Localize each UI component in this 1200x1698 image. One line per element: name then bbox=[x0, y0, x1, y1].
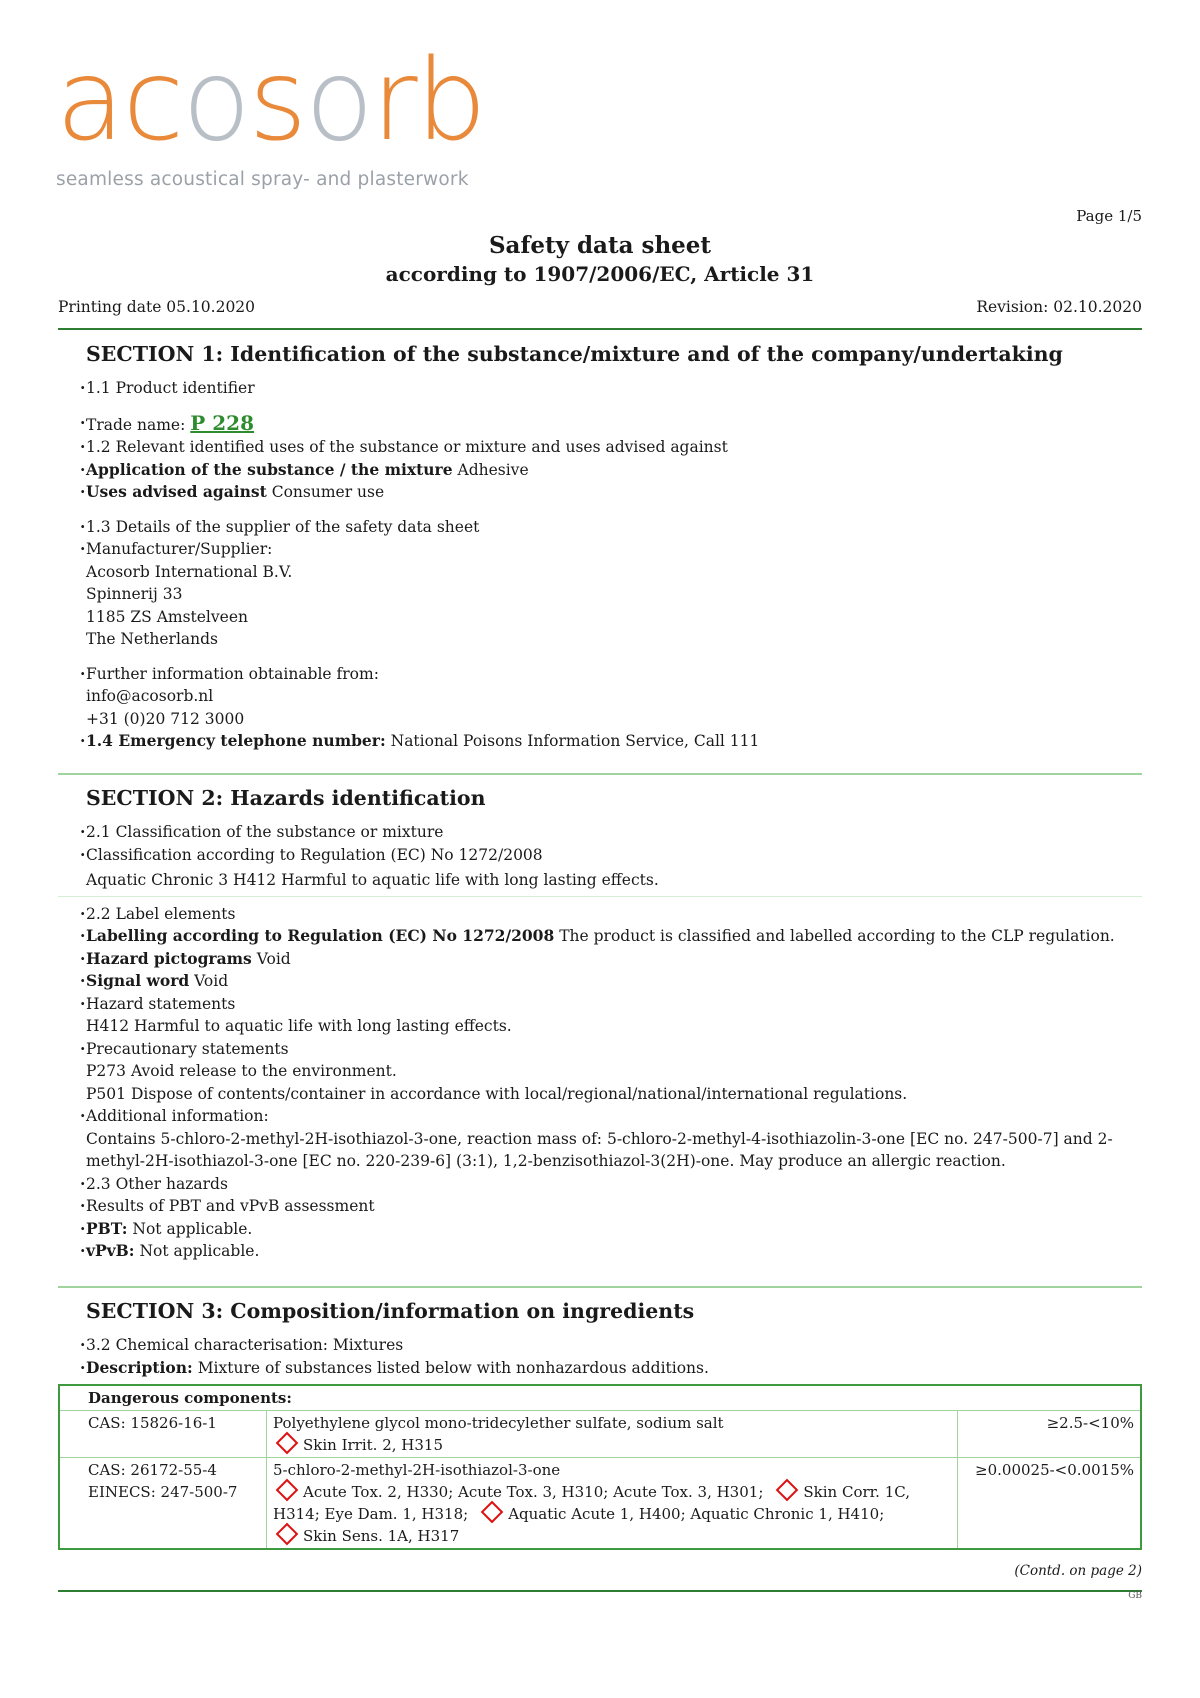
chemical-characterisation: · 3.2 Chemical characterisation: Mixtures bbox=[58, 1334, 1142, 1357]
document-title: Safety data sheet bbox=[488, 232, 712, 259]
footer-divider bbox=[58, 1590, 1142, 1592]
header-divider bbox=[58, 328, 1142, 330]
other-hazards: · 2.3 Other hazards bbox=[58, 1173, 1142, 1196]
hazard-line: H314; Eye Dam. 1, H318; Aquatic Acute 1, H400; Aquatic Chronic 1, H410; bbox=[273, 1503, 951, 1525]
percentage-cell: ≥2.5-<10% bbox=[958, 1411, 1142, 1458]
ghs-exclamation-icon bbox=[276, 1432, 299, 1455]
label-elements: · 2.2 Label elements bbox=[58, 903, 1142, 926]
supplier-details: · 1.3 Details of the supplier of the safety data sheet bbox=[58, 516, 1142, 539]
section-2 bbox=[58, 783, 1142, 1263]
percentage-cell: ≥0.00025-<0.0015% bbox=[958, 1458, 1142, 1550]
table-row bbox=[59, 1411, 1141, 1458]
component-cell bbox=[267, 1458, 958, 1550]
address-line: The Netherlands bbox=[86, 630, 219, 648]
precautionary-label: · Precautionary statements bbox=[58, 1038, 1142, 1061]
document-subtitle: according to 1907/2006/EC, Article 31 bbox=[385, 262, 815, 286]
trade-name-value: P 228 bbox=[190, 410, 255, 435]
pbt-row: · PBT: Not applicable. bbox=[58, 1218, 1142, 1241]
component-name: 5-chloro-2-methyl-2H-isothiazol-3-one bbox=[273, 1461, 561, 1479]
continued-note: (Contd. on page 2) bbox=[1014, 1563, 1142, 1579]
hazard-statement: H412 Harmful to aquatic life with long lasting effects. bbox=[86, 1017, 512, 1035]
aquatic-classification: Aquatic Chronic 3 H412 Harmful to aquatic life with long lasting effects. bbox=[86, 871, 659, 889]
address-line: Spinnerij 33 bbox=[86, 585, 183, 603]
signal-word-row: · Signal word Void bbox=[58, 970, 1142, 993]
hazard-line: Skin Irrit. 2, H315 bbox=[273, 1434, 951, 1456]
additional-info-label: · Additional information: bbox=[58, 1105, 1142, 1128]
address-line: Acosorb International B.V. bbox=[86, 562, 293, 581]
labelling-row: · Labelling according to Regulation (EC) No 1272/2008 The product is classified and labelled according to the CLP regulation. bbox=[58, 925, 1142, 948]
dangerous-components-label: Dangerous components: bbox=[59, 1385, 1141, 1411]
manufacturer-label: · Manufacturer/Supplier: bbox=[58, 538, 1142, 561]
pictograms-row: · Hazard pictograms Void bbox=[58, 948, 1142, 971]
logo-wordmark: acosorb bbox=[56, 36, 485, 166]
classification-regulation: · Classification according to Regulation (EC) No 1272/2008 bbox=[58, 844, 1142, 867]
revision-date: Revision: 02.10.2020 bbox=[976, 298, 1142, 316]
cas-cell: CAS: 15826-16-1 bbox=[59, 1411, 267, 1458]
emergency-row: · 1.4 Emergency telephone number: National Poisons Information Service, Call 111 bbox=[58, 730, 1142, 753]
ghs-environment-icon bbox=[481, 1501, 504, 1524]
precautionary-p273: P273 Avoid release to the environment. bbox=[86, 1062, 397, 1080]
vpvb-row: · vPvB: Not applicable. bbox=[58, 1240, 1142, 1263]
dangerous-components-table bbox=[58, 1384, 1142, 1550]
description-row: · Description: Mixture of substances listed below with nonhazardous additions. bbox=[58, 1357, 1142, 1380]
section-3-title: SECTION 3: Composition/information on ingredients bbox=[86, 1299, 695, 1323]
section-1-divider bbox=[58, 773, 1142, 775]
component-cell bbox=[267, 1411, 958, 1458]
section-3 bbox=[58, 1296, 1142, 1379]
section-1-title: SECTION 1: Identification of the substance/mixture and of the company/undertaking bbox=[86, 342, 1063, 366]
uses-advised-row: · Uses advised against Consumer use bbox=[58, 481, 1142, 504]
address-line: 1185 ZS Amstelveen bbox=[86, 607, 248, 626]
application-row: · Application of the substance / the mixture Adhesive bbox=[58, 459, 1142, 482]
product-identifier: · 1.1 Product identifier bbox=[58, 377, 1142, 400]
table-row bbox=[59, 1458, 1141, 1550]
ghs-exclamation-icon bbox=[276, 1523, 299, 1546]
section-2-divider bbox=[58, 1286, 1142, 1288]
precautionary-p501: P501 Dispose of contents/container in accordance with local/regional/national/international regulations. bbox=[86, 1084, 908, 1103]
hazard-line: Acute Tox. 2, H330; Acute Tox. 3, H310; Acute Tox. 3, H301; Skin Corr. 1C, bbox=[273, 1481, 951, 1503]
cas-cell: CAS: 26172-55-4 EINECS: 247-500-7 bbox=[59, 1458, 267, 1550]
ghs-skull-icon bbox=[276, 1479, 299, 1502]
section-2-title: SECTION 2: Hazards identification bbox=[86, 786, 486, 810]
logo-tagline: seamless acoustical spray- and plasterwork bbox=[56, 169, 469, 190]
ghs-corrosion-icon bbox=[776, 1479, 799, 1502]
footer-code: GB bbox=[1128, 1591, 1142, 1601]
printing-date: Printing date 05.10.2020 bbox=[58, 298, 256, 316]
pbt-assessment: · Results of PBT and vPvB assessment bbox=[58, 1195, 1142, 1218]
further-info-label: · Further information obtainable from: bbox=[58, 663, 1142, 686]
section-1 bbox=[58, 339, 1142, 753]
trade-name-row bbox=[58, 412, 1142, 437]
component-name: Polyethylene glycol mono-tridecylether sulfate, sodium salt bbox=[273, 1414, 724, 1432]
acosorb-logo bbox=[56, 36, 485, 190]
hazard-line: Skin Sens. 1A, H317 bbox=[273, 1525, 951, 1547]
additional-info-text: Contains 5-chloro-2-methyl-2H-isothiazol-3-one, reaction mass of: 5-chloro-2-methyl-4-isothiazolin-3-one [EC no. 247-500-7] and 2-methyl-2H-isothiazol-3-one [EC no. 220-239-6] (3:1), 1,2-benzisothiazol-3(2H)-one. May produce an allergic reaction. bbox=[86, 1129, 1113, 1170]
page-number: Page 1/5 bbox=[1076, 207, 1142, 225]
classification: · 2.1 Classification of the substance or mixture bbox=[58, 821, 1142, 844]
hazard-statements-label: · Hazard statements bbox=[58, 993, 1142, 1016]
relevant-uses: · 1.2 Relevant identified uses of the substance or mixture and uses advised against bbox=[58, 436, 1142, 459]
trade-name-label: Trade name: bbox=[86, 415, 191, 434]
table-header-row bbox=[59, 1385, 1141, 1411]
further-info-phone: +31 (0)20 712 3000 bbox=[86, 709, 245, 728]
further-info-email: info@acosorb.nl bbox=[86, 687, 214, 705]
